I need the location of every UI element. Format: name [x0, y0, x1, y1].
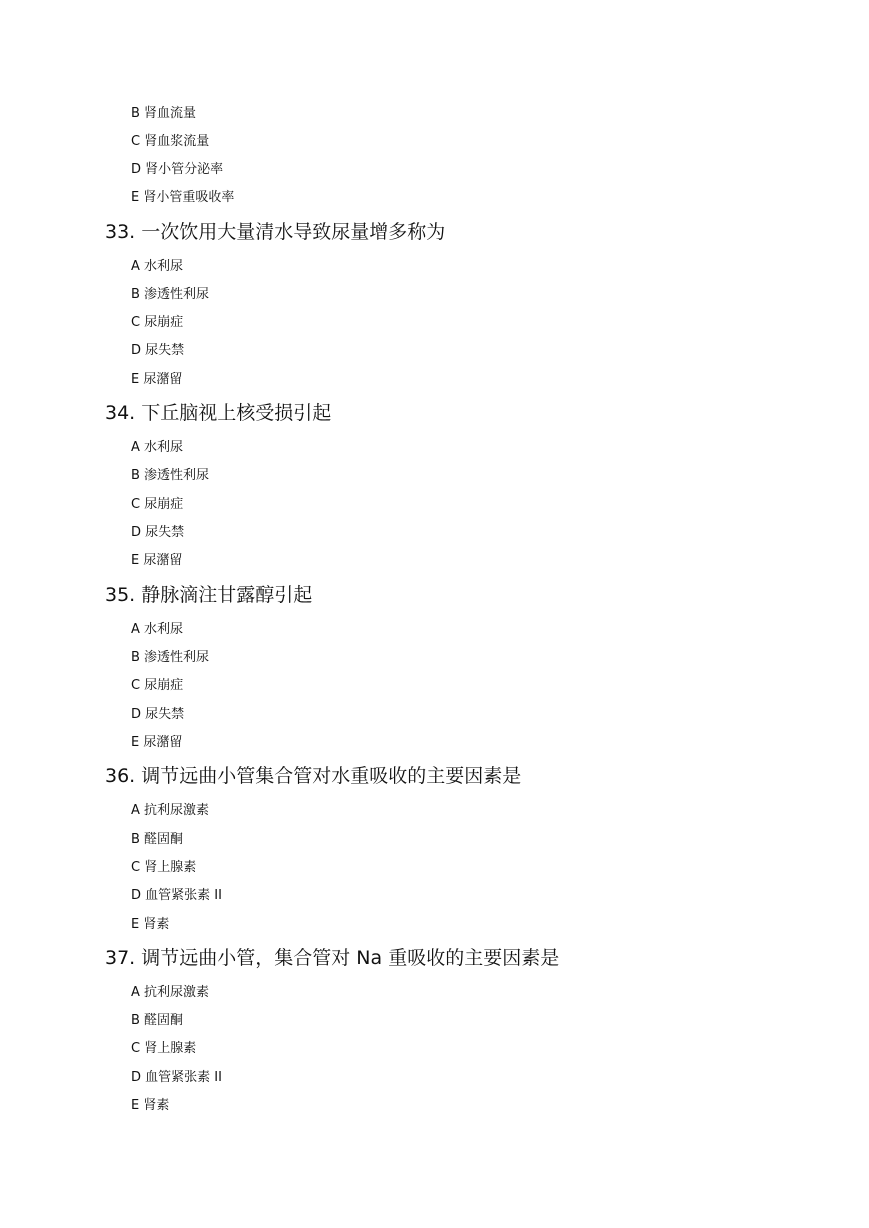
option-b: B 肾血流量 [131, 106, 197, 121]
option-c: C 肾血浆流量 [131, 134, 210, 149]
question-37-option-d: D 血管紧张素 II [131, 1070, 222, 1085]
question-36-option-e: E 肾素 [131, 917, 170, 932]
question-37-option-b: B 醛固酮 [131, 1013, 184, 1028]
question-34-title: 34. 下丘脑视上核受损引起 [105, 402, 332, 424]
question-37-title: 37. 调节远曲小管，集合管对 Na 重吸收的主要因素是 [105, 947, 560, 969]
question-35-option-b: B 渗透性利尿 [131, 650, 210, 665]
question-33-option-d: D 尿失禁 [131, 343, 185, 358]
question-34-option-d: D 尿失禁 [131, 525, 185, 540]
question-33-option-a: A 水利尿 [131, 259, 184, 274]
option-d: D 肾小管分泌率 [131, 162, 224, 177]
question-34-option-e: E 尿潴留 [131, 553, 183, 568]
question-35-option-d: D 尿失禁 [131, 707, 185, 722]
option-e: E 肾小管重吸收率 [131, 190, 235, 205]
question-34-option-b: B 渗透性利尿 [131, 468, 210, 483]
question-33-option-c: C 尿崩症 [131, 315, 184, 330]
question-35-title: 35. 静脉滴注甘露醇引起 [105, 584, 313, 606]
question-33-option-e: E 尿潴留 [131, 372, 183, 387]
question-35-option-e: E 尿潴留 [131, 735, 183, 750]
question-36-option-d: D 血管紧张素 II [131, 888, 222, 903]
question-35-option-c: C 尿崩症 [131, 678, 184, 693]
question-33-option-b: B 渗透性利尿 [131, 287, 210, 302]
question-33-title: 33. 一次饮用大量清水导致尿量增多称为 [105, 221, 446, 243]
question-36-title: 36. 调节远曲小管集合管对水重吸收的主要因素是 [105, 765, 522, 787]
question-36-option-a: A 抗利尿激素 [131, 803, 210, 818]
question-34-option-a: A 水利尿 [131, 440, 184, 455]
question-37-option-e: E 肾素 [131, 1098, 170, 1113]
question-37-option-a: A 抗利尿激素 [131, 985, 210, 1000]
question-34-option-c: C 尿崩症 [131, 497, 184, 512]
question-36-option-c: C 肾上腺素 [131, 860, 197, 875]
question-36-option-b: B 醛固酮 [131, 832, 184, 847]
question-35-option-a: A 水利尿 [131, 622, 184, 637]
question-37-option-c: C 肾上腺素 [131, 1041, 197, 1056]
